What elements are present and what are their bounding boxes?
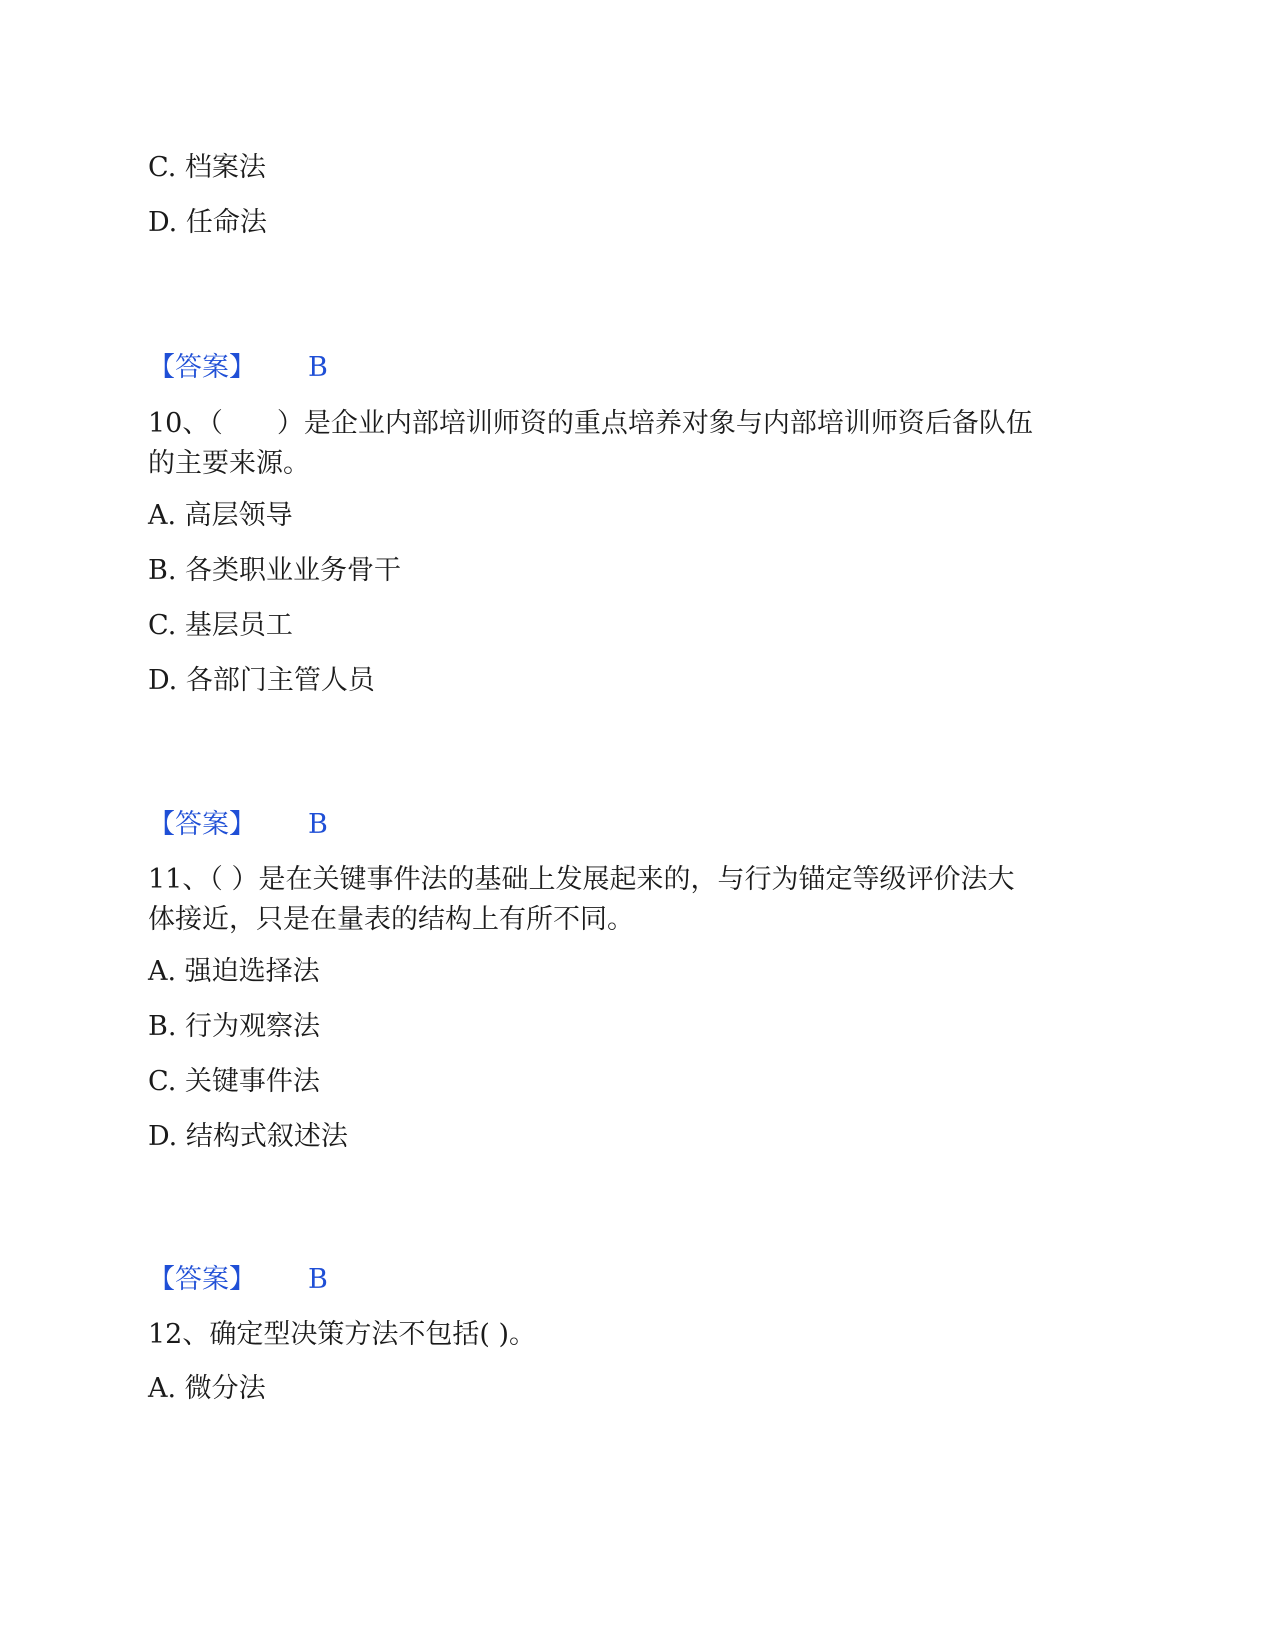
q11-answer xyxy=(148,1260,408,1300)
q10-option-d: D. 各部门主管人员 xyxy=(148,665,375,696)
q9-option-c: C. 档案法 xyxy=(148,152,266,183)
q10-option-c: C. 基层员工 xyxy=(148,610,293,641)
q11-option-d: D. 结构式叙述法 xyxy=(148,1121,348,1152)
q12-option-a: A. 微分法 xyxy=(148,1373,266,1404)
q11-option-a: A. 强迫选择法 xyxy=(148,956,320,987)
q10-answer xyxy=(148,805,408,845)
answer-value: B xyxy=(308,352,328,383)
q11-option-c: C. 关键事件法 xyxy=(148,1066,320,1097)
answer-label: 【答案】 xyxy=(148,352,256,383)
answer-label: 【答案】 xyxy=(148,1264,256,1295)
q11-option-b: B. 行为观察法 xyxy=(148,1011,321,1042)
answer-value: B xyxy=(308,809,328,840)
answer-value: B xyxy=(308,1264,328,1295)
q9-answer xyxy=(148,348,408,388)
q10-stem-line-2: 的主要来源。 xyxy=(148,448,310,479)
q10-option-a: A. 高层领导 xyxy=(148,500,293,531)
q10-stem-line-1: 10、（ ）是企业内部培训师资的重点培养对象与内部培训师资后备队伍 xyxy=(148,408,1033,439)
answer-label: 【答案】 xyxy=(148,809,256,840)
q10-option-b: B. 各类职业业务骨干 xyxy=(148,555,402,586)
q11-stem-line-2: 体接近，只是在量表的结构上有所不同。 xyxy=(148,904,634,935)
q9-option-d: D. 任命法 xyxy=(148,207,267,238)
q11-stem-line-1: 11、（ ）是在关键事件法的基础上发展起来的，与行为锚定等级评价法大 xyxy=(148,864,1015,895)
q12-stem-line-1: 12、确定型决策方法不包括( )。 xyxy=(148,1319,537,1350)
